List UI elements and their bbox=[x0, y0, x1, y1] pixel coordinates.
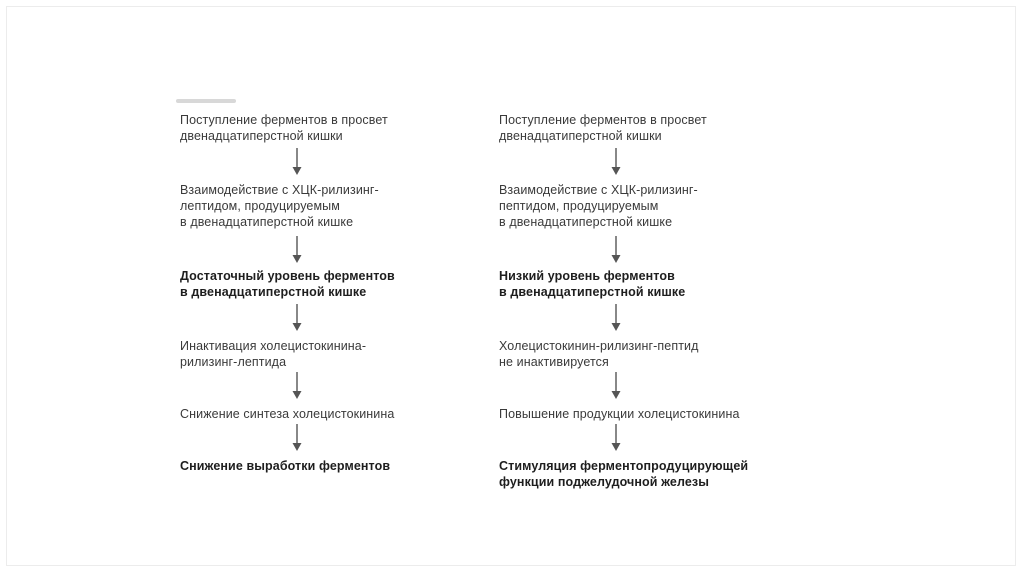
down-arrow-icon bbox=[610, 236, 622, 264]
down-arrow-icon bbox=[610, 424, 622, 452]
left-step-4: Инактивация холецистокинина- рилизинг-лептида bbox=[180, 339, 367, 369]
right-step-3: Низкий уровень ферментов в двенадцатиперстной кишке bbox=[499, 269, 686, 299]
down-arrow-icon bbox=[610, 372, 622, 400]
left-step-6: Снижение выработки ферментов bbox=[180, 459, 391, 473]
down-arrow-icon bbox=[610, 304, 622, 332]
scan-artifact bbox=[176, 99, 236, 103]
left-step-2: Взаимодействие с ХЦК-рилизинг- лептидом, продуцируемым в двенадцатиперстной кишке bbox=[180, 183, 379, 229]
right-step-4: Холецистокинин-рилизинг-пептид не инактивируется bbox=[499, 339, 699, 369]
right-step-1: Поступление ферментов в просвет двенадцатиперстной кишки bbox=[499, 113, 707, 143]
right-step-6: Стимуляция ферментопродуцирующей функции поджелудочной железы bbox=[499, 459, 749, 489]
down-arrow-icon bbox=[291, 304, 303, 332]
left-step-3: Достаточный уровень ферментов в двенадцатиперстной кишке bbox=[180, 269, 395, 299]
right-step-2: Взаимодействие с ХЦК-рилизинг- пептидом, продуцируемым в двенадцатиперстной кишке bbox=[499, 183, 698, 229]
left-step-1: Поступление ферментов в просвет двенадцатиперстной кишки bbox=[180, 113, 388, 143]
down-arrow-icon bbox=[291, 148, 303, 176]
down-arrow-icon bbox=[291, 236, 303, 264]
right-step-5: Повышение продукции холецистокинина bbox=[499, 407, 740, 421]
left-step-5: Снижение синтеза холецистокинина bbox=[180, 407, 395, 421]
down-arrow-icon bbox=[291, 372, 303, 400]
down-arrow-icon bbox=[291, 424, 303, 452]
down-arrow-icon bbox=[610, 148, 622, 176]
